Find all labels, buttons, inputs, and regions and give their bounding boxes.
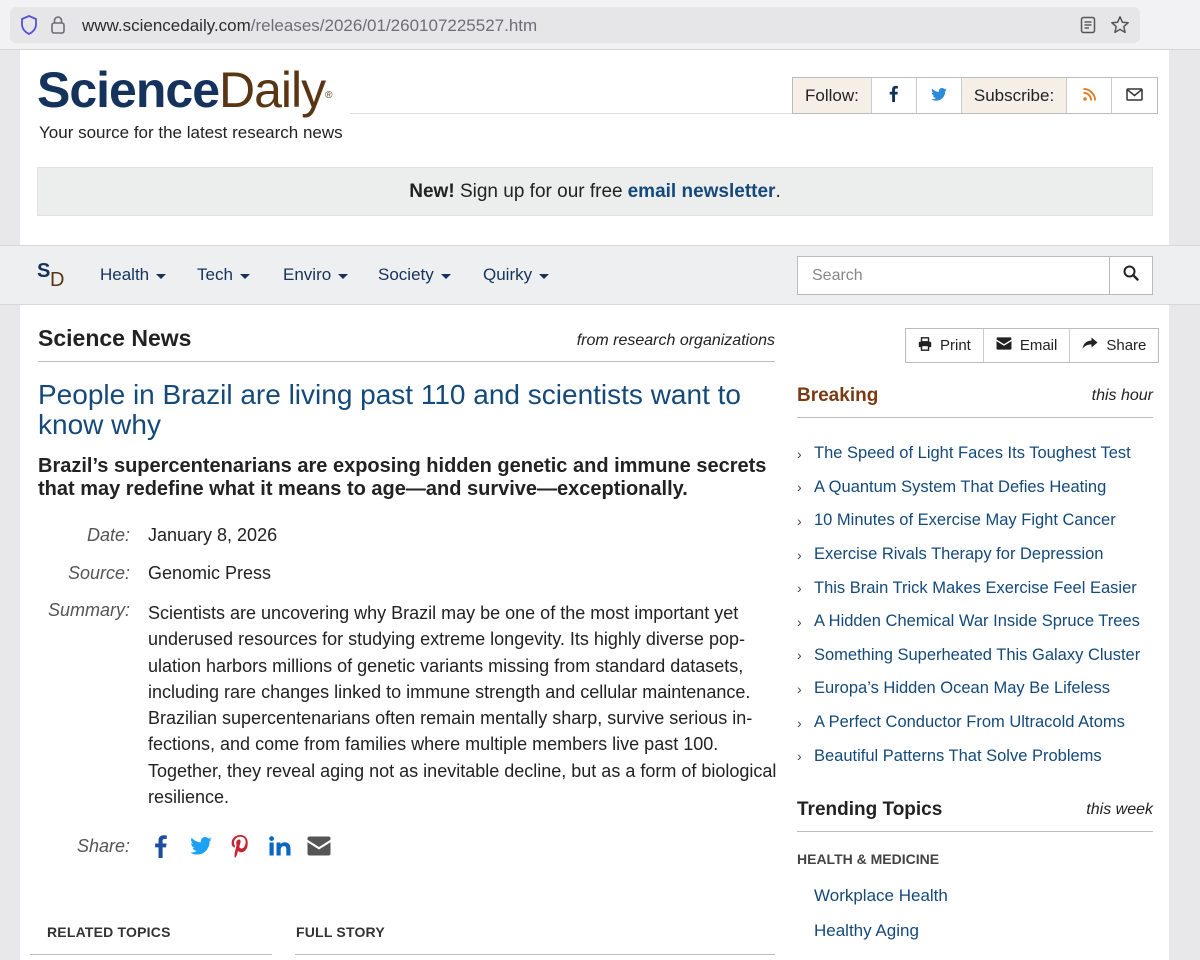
logo-daily: Daily (219, 62, 326, 118)
trending-title: Trending Topics (797, 799, 943, 820)
nav-label: Health (100, 265, 150, 284)
logo-science: Science (37, 62, 220, 118)
chevron-right-icon: › (797, 748, 802, 765)
breaking-item-label: Something Superheated This Galaxy Cluster (814, 645, 1141, 664)
breaking-item[interactable] (797, 437, 1153, 471)
breaking-item[interactable] (797, 504, 1153, 538)
chevron-right-icon: › (797, 714, 802, 731)
share-label-text: Share (1106, 337, 1147, 354)
breaking-item-label: Exercise Rivals Therapy for Depression (814, 545, 1104, 564)
caret-down-icon (441, 274, 451, 279)
address-bar[interactable] (10, 7, 1140, 43)
mail-icon (307, 836, 331, 861)
chevron-right-icon: › (797, 479, 802, 496)
tab-related-topics[interactable]: RELATED TOPICS (47, 924, 171, 940)
share-label: Share: (76, 836, 130, 856)
chevron-right-icon: › (797, 580, 802, 597)
print-button[interactable] (906, 329, 984, 362)
summary-label: Summary: (47, 600, 130, 620)
trending-subtitle: this week (1086, 801, 1153, 818)
breaking-item-label: A Quantum System That Defies Heating (814, 477, 1107, 496)
tagline: Your source for the latest research news (39, 123, 343, 142)
mail-icon (1126, 86, 1143, 106)
caret-down-icon (240, 274, 250, 279)
share-facebook-button[interactable] (154, 836, 167, 860)
chevron-right-icon: › (797, 613, 802, 630)
nav-tech[interactable] (197, 265, 250, 285)
nav-society[interactable] (378, 265, 451, 285)
breaking-item[interactable] (797, 706, 1153, 740)
twitter-icon (931, 86, 947, 106)
section-subtitle: from research organizations (576, 332, 775, 349)
breaking-item[interactable] (797, 672, 1153, 706)
breaking-subtitle: this hour (1091, 387, 1153, 404)
lock-icon[interactable] (50, 15, 66, 40)
tab-full-story[interactable]: FULL STORY (296, 924, 385, 940)
breaking-item-label: A Hidden Chemical War Inside Spruce Trees (814, 612, 1140, 631)
trending-category: HEALTH & MEDICINE (797, 851, 940, 867)
facebook-icon (154, 834, 167, 863)
nav-health[interactable] (100, 265, 166, 285)
source-label: Source: (67, 563, 130, 583)
sd-logo-s: S (37, 260, 51, 282)
article-subheadline: Brazil’s supercentenarians are exposing hidden genetic and immune secrets that may redefine what it means to age—and survive—exceptionally. (38, 455, 767, 500)
trending-topic[interactable]: Healthy Aging (814, 921, 919, 940)
full-story-divider (295, 954, 775, 955)
nav-quirky[interactable] (483, 265, 549, 285)
header-divider (350, 113, 792, 114)
search-input[interactable] (798, 257, 1110, 294)
newsletter-text: Sign up for our free (459, 180, 623, 202)
nav-label: Society (378, 265, 434, 284)
share-arrow-icon (1082, 337, 1098, 354)
nav-label: Tech (197, 265, 233, 284)
share-linkedin-button[interactable] (269, 836, 291, 860)
share-pinterest-button[interactable] (230, 836, 250, 860)
breaking-item-label: The Speed of Light Faces Its Toughest Test (814, 444, 1131, 463)
search-form (797, 256, 1153, 295)
chevron-right-icon: › (797, 680, 802, 697)
rss-icon (1083, 86, 1096, 106)
newsletter-banner (37, 167, 1153, 216)
caret-down-icon (156, 274, 166, 279)
trending-divider (797, 831, 1153, 832)
url-text (82, 16, 537, 36)
article-tools (905, 328, 1159, 363)
browser-toolbar (0, 0, 1200, 50)
breaking-item-label: Europa’s Hidden Ocean May Be Lifeless (814, 679, 1110, 698)
share-twitter-button[interactable] (190, 836, 212, 860)
sd-home-logo[interactable] (37, 260, 69, 292)
rss-button[interactable] (1067, 78, 1112, 113)
caret-down-icon (539, 274, 549, 279)
newsletter-new: New! (409, 180, 455, 202)
facebook-follow-button[interactable] (872, 78, 917, 113)
breaking-item-label: Beautiful Patterns That Solve Problems (814, 746, 1102, 765)
breaking-item[interactable] (797, 471, 1153, 505)
twitter-follow-button[interactable] (917, 78, 962, 113)
breaking-list (797, 437, 1153, 773)
chevron-right-icon: › (797, 647, 802, 664)
related-topics-divider (30, 954, 272, 955)
breaking-item-label: A Perfect Conductor From Ultracold Atoms (814, 713, 1125, 732)
breaking-item-label: This Brain Trick Makes Exercise Feel Easier (814, 578, 1137, 597)
share-email-button[interactable] (307, 836, 331, 860)
section-divider (38, 361, 775, 362)
mail-icon (996, 337, 1012, 354)
breaking-title: Breaking (797, 385, 879, 406)
linkedin-icon (269, 836, 291, 861)
source-value[interactable]: Genomic Press (148, 563, 272, 583)
date-value: January 8, 2026 (148, 525, 278, 545)
main-nav (0, 245, 1200, 305)
pinterest-icon (230, 834, 250, 863)
caret-down-icon (338, 274, 348, 279)
search-icon (1123, 265, 1139, 286)
sciencedaily-logo[interactable] (37, 62, 332, 118)
url-host: www.sciencedaily.com (82, 16, 251, 35)
newsletter-period: . (775, 180, 781, 202)
chevron-right-icon: › (797, 445, 802, 462)
search-button[interactable] (1109, 257, 1152, 294)
section-title: Science News (38, 325, 192, 351)
twitter-icon (190, 837, 212, 860)
follow-subscribe-bar (792, 77, 1158, 114)
breaking-item[interactable] (797, 639, 1153, 673)
url-path: /releases/2026/01/260107225527.htm (250, 16, 538, 35)
date-label: Date: (86, 525, 130, 545)
chevron-right-icon: › (797, 512, 802, 529)
email-label: Email (1019, 337, 1058, 354)
email-button[interactable] (984, 329, 1071, 362)
breaking-divider (797, 417, 1153, 418)
print-icon (918, 337, 932, 355)
subscribe-label: Subscribe: (962, 78, 1067, 113)
sd-logo-d: D (50, 269, 65, 291)
nav-label: Quirky (483, 265, 533, 284)
star-icon[interactable] (1110, 15, 1130, 40)
facebook-icon (889, 85, 898, 107)
breaking-item-label: 10 Minutes of Exercise May Fight Cancer (814, 511, 1116, 530)
shield-icon[interactable] (20, 15, 38, 40)
share-button[interactable] (1070, 329, 1158, 362)
breaking-item[interactable] (797, 571, 1153, 605)
article-headline: People in Brazil are living past 110 and scientists want to know why (38, 379, 741, 440)
reader-icon[interactable] (1080, 16, 1096, 39)
follow-label: Follow: (793, 78, 872, 113)
nav-enviro[interactable] (283, 265, 348, 285)
breaking-item[interactable] (797, 538, 1153, 572)
email-subscribe-button[interactable] (1112, 78, 1157, 113)
trending-topic[interactable]: Workplace Health (814, 886, 948, 905)
summary-text: Scientists are uncovering why Brazil may be one of the most important yet underused resources for studying extreme longevity. Its highly diverse population harbors millions of genetic variants missing from standard datasets, including rare changes linked to immune strength and cellular maintenance. Brazilian supercentenarians often remain mentally sharp, survive serious infections, and come from families where multiple members live past 100. Together, they reveal aging not as inevitable decline, but as a form of biological resilience. (148, 603, 777, 808)
nav-label: Enviro (283, 265, 332, 284)
breaking-item[interactable] (797, 739, 1153, 773)
chevron-right-icon: › (797, 546, 802, 563)
breaking-item[interactable] (797, 605, 1153, 639)
logo-registered: ® (325, 90, 332, 101)
newsletter-link[interactable]: email newsletter (627, 180, 776, 202)
print-label: Print (940, 337, 971, 354)
